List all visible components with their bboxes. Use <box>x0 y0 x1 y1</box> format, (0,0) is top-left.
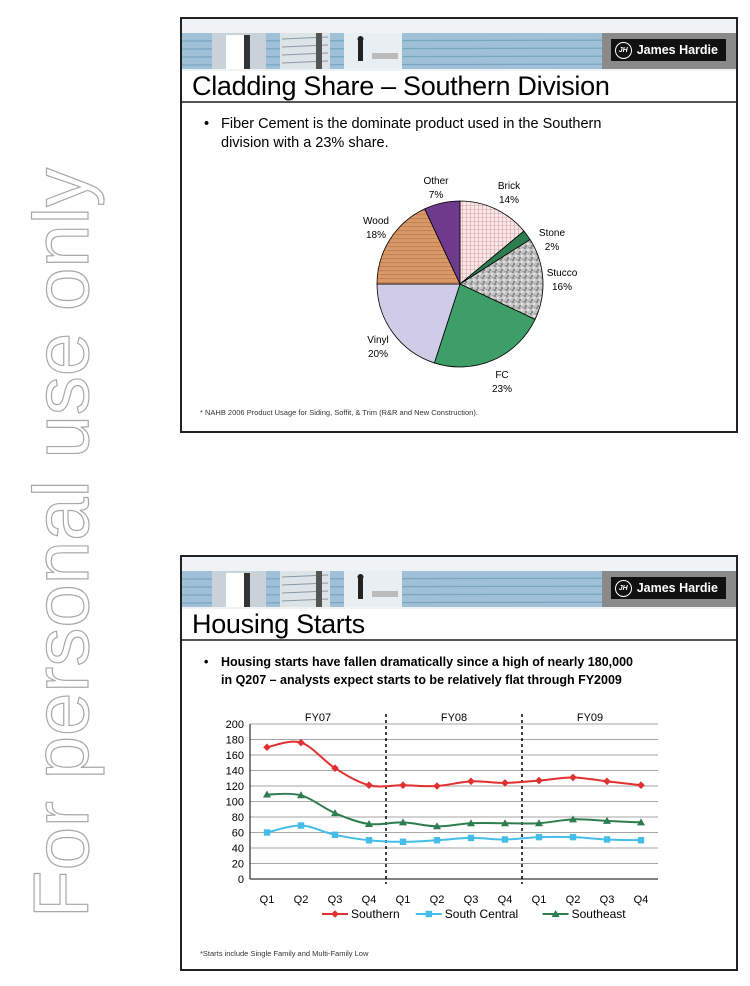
pie-value-stone: 2% <box>544 242 560 253</box>
data-point-south-central <box>604 836 610 842</box>
data-point-south-central <box>400 839 406 845</box>
james-hardie-logo <box>611 39 726 61</box>
legend-label-southern: Southern <box>351 907 400 921</box>
series-line-south-central <box>267 826 641 842</box>
bullet-icon: • <box>204 655 209 669</box>
y-tick-label: 0 <box>237 874 244 886</box>
y-tick-label: 20 <box>231 858 244 871</box>
pie-label-brick: Brick <box>497 181 521 192</box>
bullet-point <box>204 653 644 689</box>
data-point-southern <box>535 777 543 785</box>
pie-value-fc: 23% <box>491 384 513 395</box>
title-rule <box>182 101 736 103</box>
watermark <box>0 0 110 986</box>
cladding-pie-chart <box>182 169 736 409</box>
pie-label-stucco: Stucco <box>546 268 578 279</box>
slide-title: Cladding Share – Southern Division <box>192 71 610 101</box>
data-point-south-central <box>434 837 440 843</box>
data-point-south-central <box>570 834 576 840</box>
slide-footnote: *Starts include Single Family and Multi-Family Low <box>200 949 369 958</box>
legend-marker-south-central <box>426 911 432 917</box>
slide-housing-starts <box>180 555 738 971</box>
bullet-point <box>204 115 624 153</box>
x-tick-label: Q3 <box>463 894 479 906</box>
x-tick-label: Q3 <box>599 894 615 906</box>
pie-value-wood: 18% <box>365 230 387 241</box>
data-point-south-central <box>502 836 508 842</box>
data-point-south-central <box>332 832 338 838</box>
x-tick-label: Q2 <box>565 894 581 906</box>
pie-value-vinyl: 20% <box>367 349 389 360</box>
pie-label-other: Other <box>423 176 449 187</box>
watermark-text: For personal use only <box>17 167 105 918</box>
x-tick-label: Q2 <box>293 894 309 906</box>
y-tick-label: 140 <box>225 765 244 778</box>
housing-starts-line-chart <box>182 702 736 947</box>
fiscal-year-label: FY08 <box>440 712 468 724</box>
title-rule <box>182 639 736 641</box>
y-tick-label: 40 <box>231 843 244 855</box>
series-line-southeast <box>267 794 641 827</box>
bullet-text: Fiber Cement is the dominate product used in the Southern division with a 23% share. <box>221 116 602 151</box>
x-tick-label: Q4 <box>497 894 513 906</box>
x-tick-label: Q1 <box>531 894 547 906</box>
data-point-southern <box>399 781 407 789</box>
data-point-southern <box>365 781 373 789</box>
legend-marker-southern <box>331 910 339 918</box>
legend-label-south-central: South Central <box>444 907 519 921</box>
pie-value-other: 7% <box>428 190 444 201</box>
y-tick-label: 120 <box>225 781 244 793</box>
x-tick-label: Q1 <box>259 894 275 906</box>
series-line-southern <box>267 742 641 787</box>
y-tick-label: 100 <box>225 796 244 809</box>
slide-title: Housing Starts <box>192 609 365 639</box>
pie-value-brick: 14% <box>498 195 520 206</box>
slide-footnote: * NAHB 2006 Product Usage for Siding, Soffit, & Trim (R&R and New Construction). <box>200 408 478 417</box>
data-point-south-central <box>298 822 304 828</box>
bullet-text: Housing starts have fallen dramatically since a high of nearly 180,000 in Q207 – analysts expect starts to be relatively flat through FY2009 <box>221 655 633 687</box>
logo-text: James Hardie <box>636 43 718 57</box>
data-point-south-central <box>536 834 542 840</box>
data-point-southern <box>263 743 271 751</box>
bullet-icon: • <box>204 116 210 132</box>
x-tick-label: Q2 <box>429 894 445 906</box>
x-tick-label: Q4 <box>633 894 649 906</box>
x-tick-label: Q3 <box>327 894 343 906</box>
data-point-southern <box>433 782 441 790</box>
logo-mark-icon: JH <box>615 42 632 59</box>
legend-label-southeast: Southeast <box>571 907 626 921</box>
pie-label-stone: Stone <box>538 228 566 239</box>
logo-mark-icon: JH <box>615 580 632 597</box>
data-point-south-central <box>638 837 644 843</box>
data-point-south-central <box>264 829 270 835</box>
slide-cladding-share <box>180 17 738 433</box>
y-tick-label: 80 <box>231 812 244 824</box>
y-tick-label: 180 <box>225 734 244 747</box>
james-hardie-logo <box>611 577 726 599</box>
pie-value-stucco: 16% <box>551 282 573 293</box>
data-point-southern <box>569 774 577 782</box>
pie-label-vinyl: Vinyl <box>367 335 389 346</box>
x-tick-label: Q1 <box>395 894 411 906</box>
data-point-southern <box>501 779 509 787</box>
x-tick-label: Q4 <box>361 894 377 906</box>
y-tick-label: 200 <box>225 719 244 731</box>
data-point-southern <box>637 781 645 789</box>
y-tick-label: 60 <box>231 827 244 840</box>
pie-label-wood: Wood <box>363 216 389 227</box>
data-point-south-central <box>366 837 372 843</box>
data-point-southern <box>297 739 305 747</box>
fiscal-year-label: FY09 <box>576 712 604 724</box>
pie-label-fc: FC <box>495 370 509 381</box>
data-point-southern <box>467 778 475 786</box>
fiscal-year-label: FY07 <box>304 712 332 724</box>
logo-text: James Hardie <box>636 581 718 595</box>
y-tick-label: 160 <box>225 750 244 762</box>
data-point-southern <box>603 778 611 786</box>
data-point-south-central <box>468 835 474 841</box>
